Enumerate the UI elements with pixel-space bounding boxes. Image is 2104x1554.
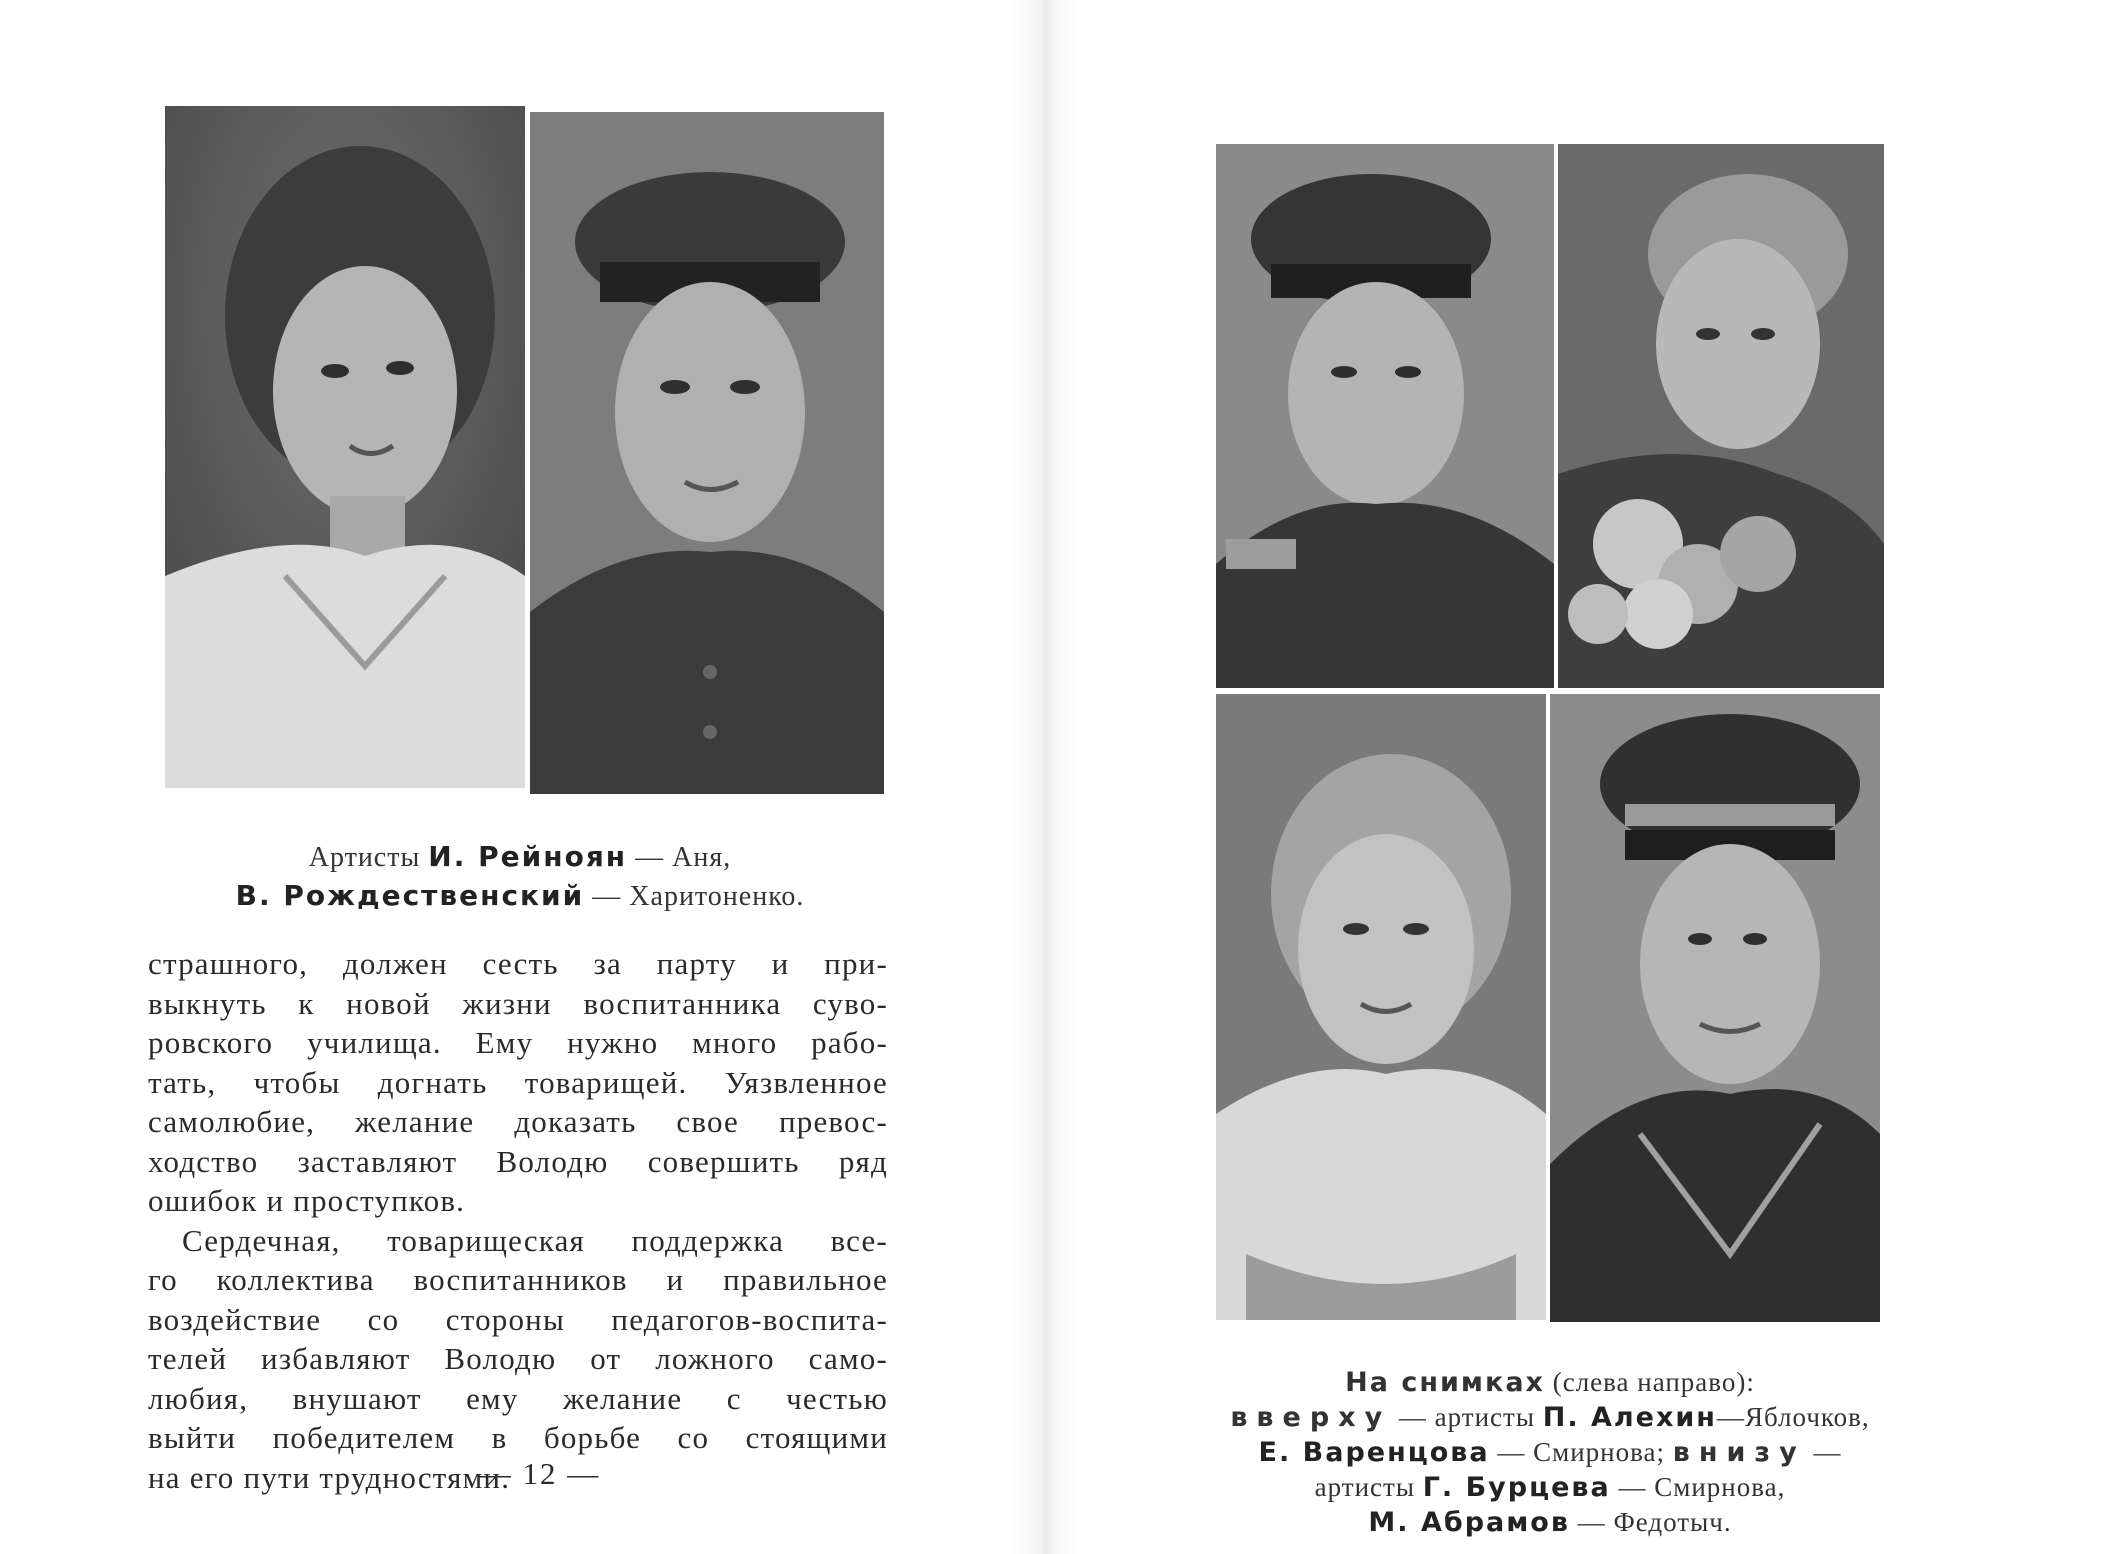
actor-name: М. Абрамов [1368,1507,1570,1538]
role-name: — Смирнова; [1489,1437,1673,1467]
page-number: — 12 — [479,1456,601,1491]
caption-position: вверху [1230,1402,1392,1433]
actor-name: В. Рождественский [235,879,585,912]
role-name: — Смирнова, [1610,1472,1786,1502]
text-line: ошибок и проступков. [148,1183,466,1218]
actor-name: Г. Бурцева [1422,1472,1611,1503]
photo-top-left-right-page [1216,144,1554,688]
body-text [148,944,888,1497]
portrait-woman-image [165,106,525,788]
caption-line-2 [1150,1400,1950,1435]
actor-name: И. Рейноян [428,840,628,873]
text-line: любия, внушают ему желание с честью [148,1380,888,1416]
text-line: выйти победителем в борьбе со стоящими [148,1420,888,1455]
caption-line-5 [1150,1505,1950,1540]
caption-position: внизу [1672,1437,1806,1468]
caption-text: — [1805,1437,1842,1467]
photo-top-right-right-page [1558,144,1884,688]
caption-line-4 [1150,1470,1950,1505]
left-photo-caption [150,838,890,916]
text-line: го коллектива воспитанников и правильное [148,1262,888,1297]
text-line: самолюбие, желание доказать свое превос- [148,1104,888,1139]
right-photo-caption [1150,1365,1950,1540]
role-name: — Федотыч. [1569,1507,1732,1537]
photo-bottom-left-right-page [1216,694,1546,1320]
caption-line-1 [150,838,890,877]
text-line: ходство заставляют Володю совершить ряд [148,1143,888,1179]
caption-line-3 [1150,1435,1950,1470]
photo-man-left [530,112,884,794]
caption-text: (слева направо): [1544,1367,1755,1397]
photo-woman-left [165,106,525,788]
caption-text: Артисты [308,842,429,873]
text-line: телей избавляют Володю от ложного само- [148,1341,888,1376]
actor-name: Е. Варенцова [1258,1437,1490,1468]
text-line: на его пути трудностями. [148,1459,511,1495]
page-fold [1010,0,1080,1554]
text-line: выкнуть к новой жизни воспитанника суво- [148,985,888,1021]
text-line: ровского училища. Ему нужно много рабо- [148,1025,888,1060]
caption-text: — артисты [1391,1402,1543,1432]
actor-name: П. Алехин [1542,1402,1717,1433]
portrait-man-military-image [1216,144,1554,688]
text-line: воздействие со стороны педагогов-воспита- [148,1301,888,1337]
caption-text: артисты [1314,1472,1423,1502]
role-name: —Яблочков, [1716,1402,1870,1432]
caption-lead: На снимках [1345,1367,1545,1398]
portrait-man-military-image [530,112,884,794]
caption-line-1 [1150,1365,1950,1400]
text-line: страшного, должен сесть за парту и при- [148,946,888,981]
role-name: — Аня, [627,842,732,873]
caption-line-2 [150,877,890,916]
text-line: тать, чтобы догнать товарищей. Уязвленное [148,1064,888,1100]
photo-bottom-right-right-page [1550,694,1880,1322]
portrait-elderly-woman-image [1558,144,1884,688]
role-name: — Харитоненко. [584,881,805,912]
portrait-woman-image [1216,694,1546,1320]
portrait-old-man-image [1550,694,1880,1322]
text-line: Сердечная, товарищеская поддержка все- [182,1222,888,1258]
